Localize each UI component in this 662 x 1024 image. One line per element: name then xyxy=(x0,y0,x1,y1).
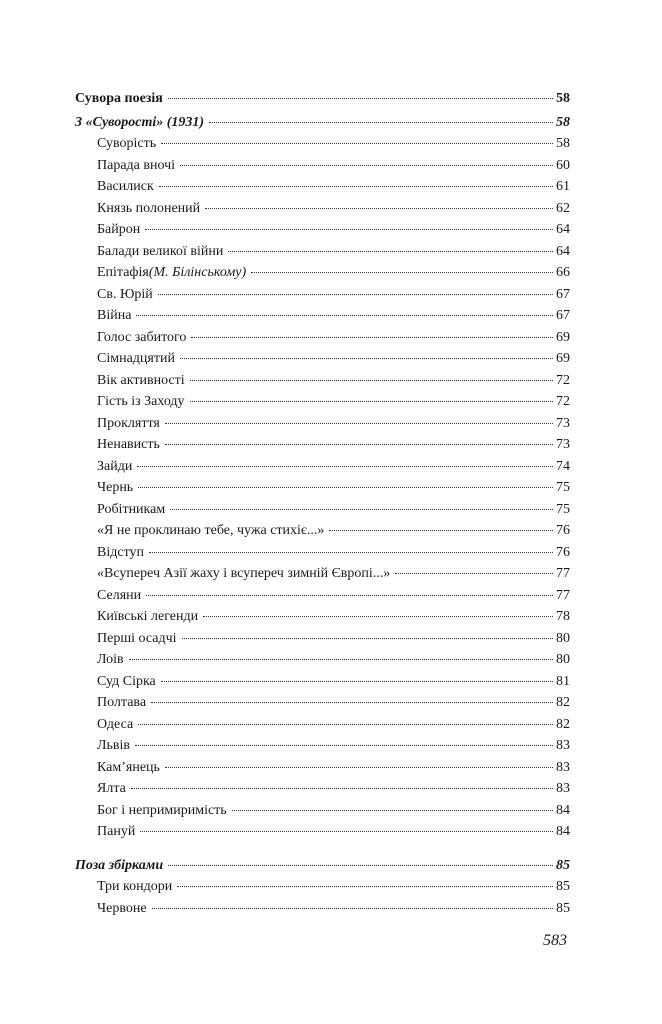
toc-entry[interactable] xyxy=(75,542,570,564)
toc-entry[interactable] xyxy=(75,692,570,714)
dot-leader xyxy=(177,885,553,887)
toc-entry-title: Війна xyxy=(97,308,132,323)
table-of-contents xyxy=(75,88,570,919)
dot-leader xyxy=(161,680,553,682)
dot-leader xyxy=(205,207,553,209)
dot-leader xyxy=(180,357,553,359)
toc-entry[interactable] xyxy=(75,563,570,585)
toc-page-number: 80 xyxy=(556,630,570,646)
dot-leader xyxy=(190,400,553,402)
toc-page-number: 73 xyxy=(556,415,570,431)
dot-leader xyxy=(168,97,553,99)
toc-page-number: 83 xyxy=(556,738,570,753)
dot-leader xyxy=(180,164,553,166)
toc-page-number: 73 xyxy=(556,437,570,452)
toc-entry[interactable] xyxy=(75,284,570,306)
toc-page-number: 76 xyxy=(556,544,570,560)
toc-page-number: 85 xyxy=(556,879,570,894)
toc-entry-title: Прокляття xyxy=(97,415,160,431)
toc-entry[interactable] xyxy=(75,391,570,413)
toc-entry[interactable] xyxy=(75,219,570,241)
dot-leader xyxy=(152,907,553,909)
dot-leader xyxy=(131,787,553,789)
toc-page-number: 84 xyxy=(556,824,570,839)
toc-entry[interactable] xyxy=(75,585,570,607)
toc-entry[interactable] xyxy=(75,434,570,456)
toc-page-number: 58 xyxy=(556,114,570,130)
toc-entry-title: Балади великої війни xyxy=(97,243,224,259)
toc-page-number: 58 xyxy=(556,91,570,106)
toc-entry[interactable] xyxy=(75,757,570,779)
toc-page-number: 69 xyxy=(556,329,570,345)
dot-leader xyxy=(165,422,553,424)
toc-entry-title: Байрон xyxy=(97,222,141,237)
toc-entry-title: Суворість xyxy=(97,136,157,151)
toc-entry-title: Робітникам xyxy=(97,501,166,517)
dot-leader xyxy=(158,293,553,295)
dot-leader xyxy=(136,314,553,316)
toc-entry-title: Пануй xyxy=(97,824,136,839)
toc-entry[interactable] xyxy=(75,735,570,757)
toc-entry-title: Три кондори xyxy=(97,879,173,894)
toc-page-number: 78 xyxy=(556,609,570,624)
toc-entry[interactable] xyxy=(75,821,570,843)
toc-entry-title: Василиск xyxy=(97,179,154,194)
toc-entry-title: Ненависть xyxy=(97,437,160,452)
toc-section-heading[interactable] xyxy=(75,855,570,877)
dot-leader xyxy=(137,465,553,467)
toc-page-number: 69 xyxy=(556,351,570,366)
toc-entry-title: Бог і непримиримість xyxy=(97,802,227,818)
toc-entry[interactable] xyxy=(75,198,570,220)
toc-page-number: 77 xyxy=(556,587,570,603)
toc-page-number: 64 xyxy=(556,222,570,237)
toc-entry-title: Сімнадцятий xyxy=(97,351,175,366)
toc-entry[interactable] xyxy=(75,714,570,736)
dot-leader xyxy=(138,723,553,725)
toc-page-number: 61 xyxy=(556,179,570,194)
toc-page-number: 82 xyxy=(556,716,570,732)
toc-entry[interactable] xyxy=(75,241,570,263)
dot-leader xyxy=(165,766,553,768)
toc-entry-title: Сувора поезія xyxy=(75,91,163,106)
toc-entry-title: Св. Юрій xyxy=(97,286,153,302)
dot-leader xyxy=(161,142,553,144)
toc-entry[interactable] xyxy=(75,499,570,521)
toc-entry-title: Кам’янець xyxy=(97,759,160,775)
toc-page-number: 58 xyxy=(556,136,570,151)
dot-leader xyxy=(329,529,553,531)
dot-leader xyxy=(145,228,553,230)
toc-entry[interactable] xyxy=(75,176,570,198)
page-number: 583 xyxy=(543,932,567,949)
toc-entry-title: Київські легенди xyxy=(97,609,199,624)
toc-entry-title: Епітафія xyxy=(97,265,149,280)
dot-leader xyxy=(182,637,554,639)
toc-entry-title: Полтава xyxy=(97,695,147,710)
dot-leader xyxy=(228,250,553,252)
toc-entry[interactable] xyxy=(75,413,570,435)
toc-page-number: 83 xyxy=(556,759,570,775)
toc-entry[interactable] xyxy=(75,800,570,822)
dot-leader xyxy=(395,572,553,574)
toc-entry[interactable] xyxy=(75,262,570,284)
dot-leader xyxy=(149,551,553,553)
dot-leader xyxy=(151,701,553,703)
toc-entry[interactable] xyxy=(75,327,570,349)
toc-page-number: 76 xyxy=(556,523,570,538)
toc-page-number: 85 xyxy=(556,857,570,873)
toc-page-number: 66 xyxy=(556,265,570,280)
dot-leader xyxy=(251,271,553,273)
toc-entry-title: Суд Сірка xyxy=(97,673,156,689)
toc-entry-title: З «Суворості» (1931) xyxy=(75,114,205,130)
dot-leader xyxy=(191,336,553,338)
dot-leader xyxy=(165,443,553,445)
toc-entry-title: Гість із Заходу xyxy=(97,394,185,409)
dot-leader xyxy=(170,508,553,510)
toc-entry[interactable] xyxy=(75,348,570,370)
toc-entry-title: Парада вночі xyxy=(97,157,176,173)
toc-section-heading[interactable] xyxy=(75,88,570,110)
dot-leader xyxy=(209,121,553,123)
toc-page-number: 62 xyxy=(556,200,570,216)
toc-page-number: 60 xyxy=(556,157,570,173)
toc-entry-title: Князь полонений xyxy=(97,200,201,216)
toc-entry-title: Зайди xyxy=(97,458,133,474)
toc-entry-title: Одеса xyxy=(97,716,134,732)
section-gap xyxy=(75,843,570,855)
toc-page-number: 75 xyxy=(556,501,570,517)
toc-page-number: 72 xyxy=(556,372,570,388)
toc-page-number: 85 xyxy=(556,900,570,916)
toc-entry-title: Вік активності xyxy=(97,372,185,388)
toc-entry[interactable] xyxy=(75,520,570,542)
toc-entry-title: «Всупереч Азії жаху і всупереч зимній Європі...» xyxy=(97,566,391,581)
toc-page-number: 84 xyxy=(556,802,570,818)
dot-leader xyxy=(140,830,553,832)
toc-entry[interactable] xyxy=(75,876,570,898)
toc-entry-title: Львів xyxy=(97,738,130,753)
toc-entry[interactable] xyxy=(75,628,570,650)
dot-leader xyxy=(168,864,553,866)
toc-entry-title: «Я не проклинаю тебе, чужа стихіє...» xyxy=(97,523,325,538)
toc-entry[interactable] xyxy=(75,370,570,392)
toc-entry[interactable] xyxy=(75,671,570,693)
dot-leader xyxy=(159,185,553,187)
toc-page-number: 67 xyxy=(556,286,570,302)
toc-entry-title: Чернь xyxy=(97,480,134,495)
dot-leader xyxy=(232,809,553,811)
toc-page-number: 74 xyxy=(556,458,570,474)
toc-entry[interactable] xyxy=(75,606,570,628)
dot-leader xyxy=(203,615,553,617)
toc-page-number: 83 xyxy=(556,781,570,796)
toc-page-number: 64 xyxy=(556,243,570,259)
toc-entry-title: Селяни xyxy=(97,587,142,603)
toc-entry[interactable] xyxy=(75,305,570,327)
toc-page-number: 72 xyxy=(556,394,570,409)
dot-leader xyxy=(146,594,553,596)
toc-entry-title: Відступ xyxy=(97,544,144,560)
dot-leader xyxy=(190,379,553,381)
toc-entry[interactable] xyxy=(75,778,570,800)
toc-entry-title: Ялта xyxy=(97,781,126,796)
toc-entry-title: Червоне xyxy=(97,900,147,916)
toc-entry-title: Перші осадчі xyxy=(97,630,177,646)
toc-entry-title: Голос забитого xyxy=(97,329,187,345)
toc-page-number: 82 xyxy=(556,695,570,710)
toc-entry[interactable] xyxy=(75,133,570,155)
toc-entry[interactable] xyxy=(75,898,570,920)
toc-entry-title: Лоів xyxy=(97,652,124,667)
toc-entry[interactable] xyxy=(75,456,570,478)
dot-leader xyxy=(129,658,553,660)
toc-page-number: 80 xyxy=(556,652,570,667)
toc-entry[interactable] xyxy=(75,649,570,671)
toc-page-number: 75 xyxy=(556,480,570,495)
toc-section-heading[interactable] xyxy=(75,112,570,134)
toc-entry[interactable] xyxy=(75,477,570,499)
toc-entry-title: Поза збірками xyxy=(75,857,164,873)
dot-leader xyxy=(135,744,553,746)
toc-page-number: 77 xyxy=(556,566,570,581)
dot-leader xyxy=(138,486,553,488)
toc-entry-note: (М. Білінському) xyxy=(148,265,247,280)
toc-entry[interactable] xyxy=(75,155,570,177)
toc-page-number: 81 xyxy=(556,673,570,689)
toc-page-number: 67 xyxy=(556,308,570,323)
